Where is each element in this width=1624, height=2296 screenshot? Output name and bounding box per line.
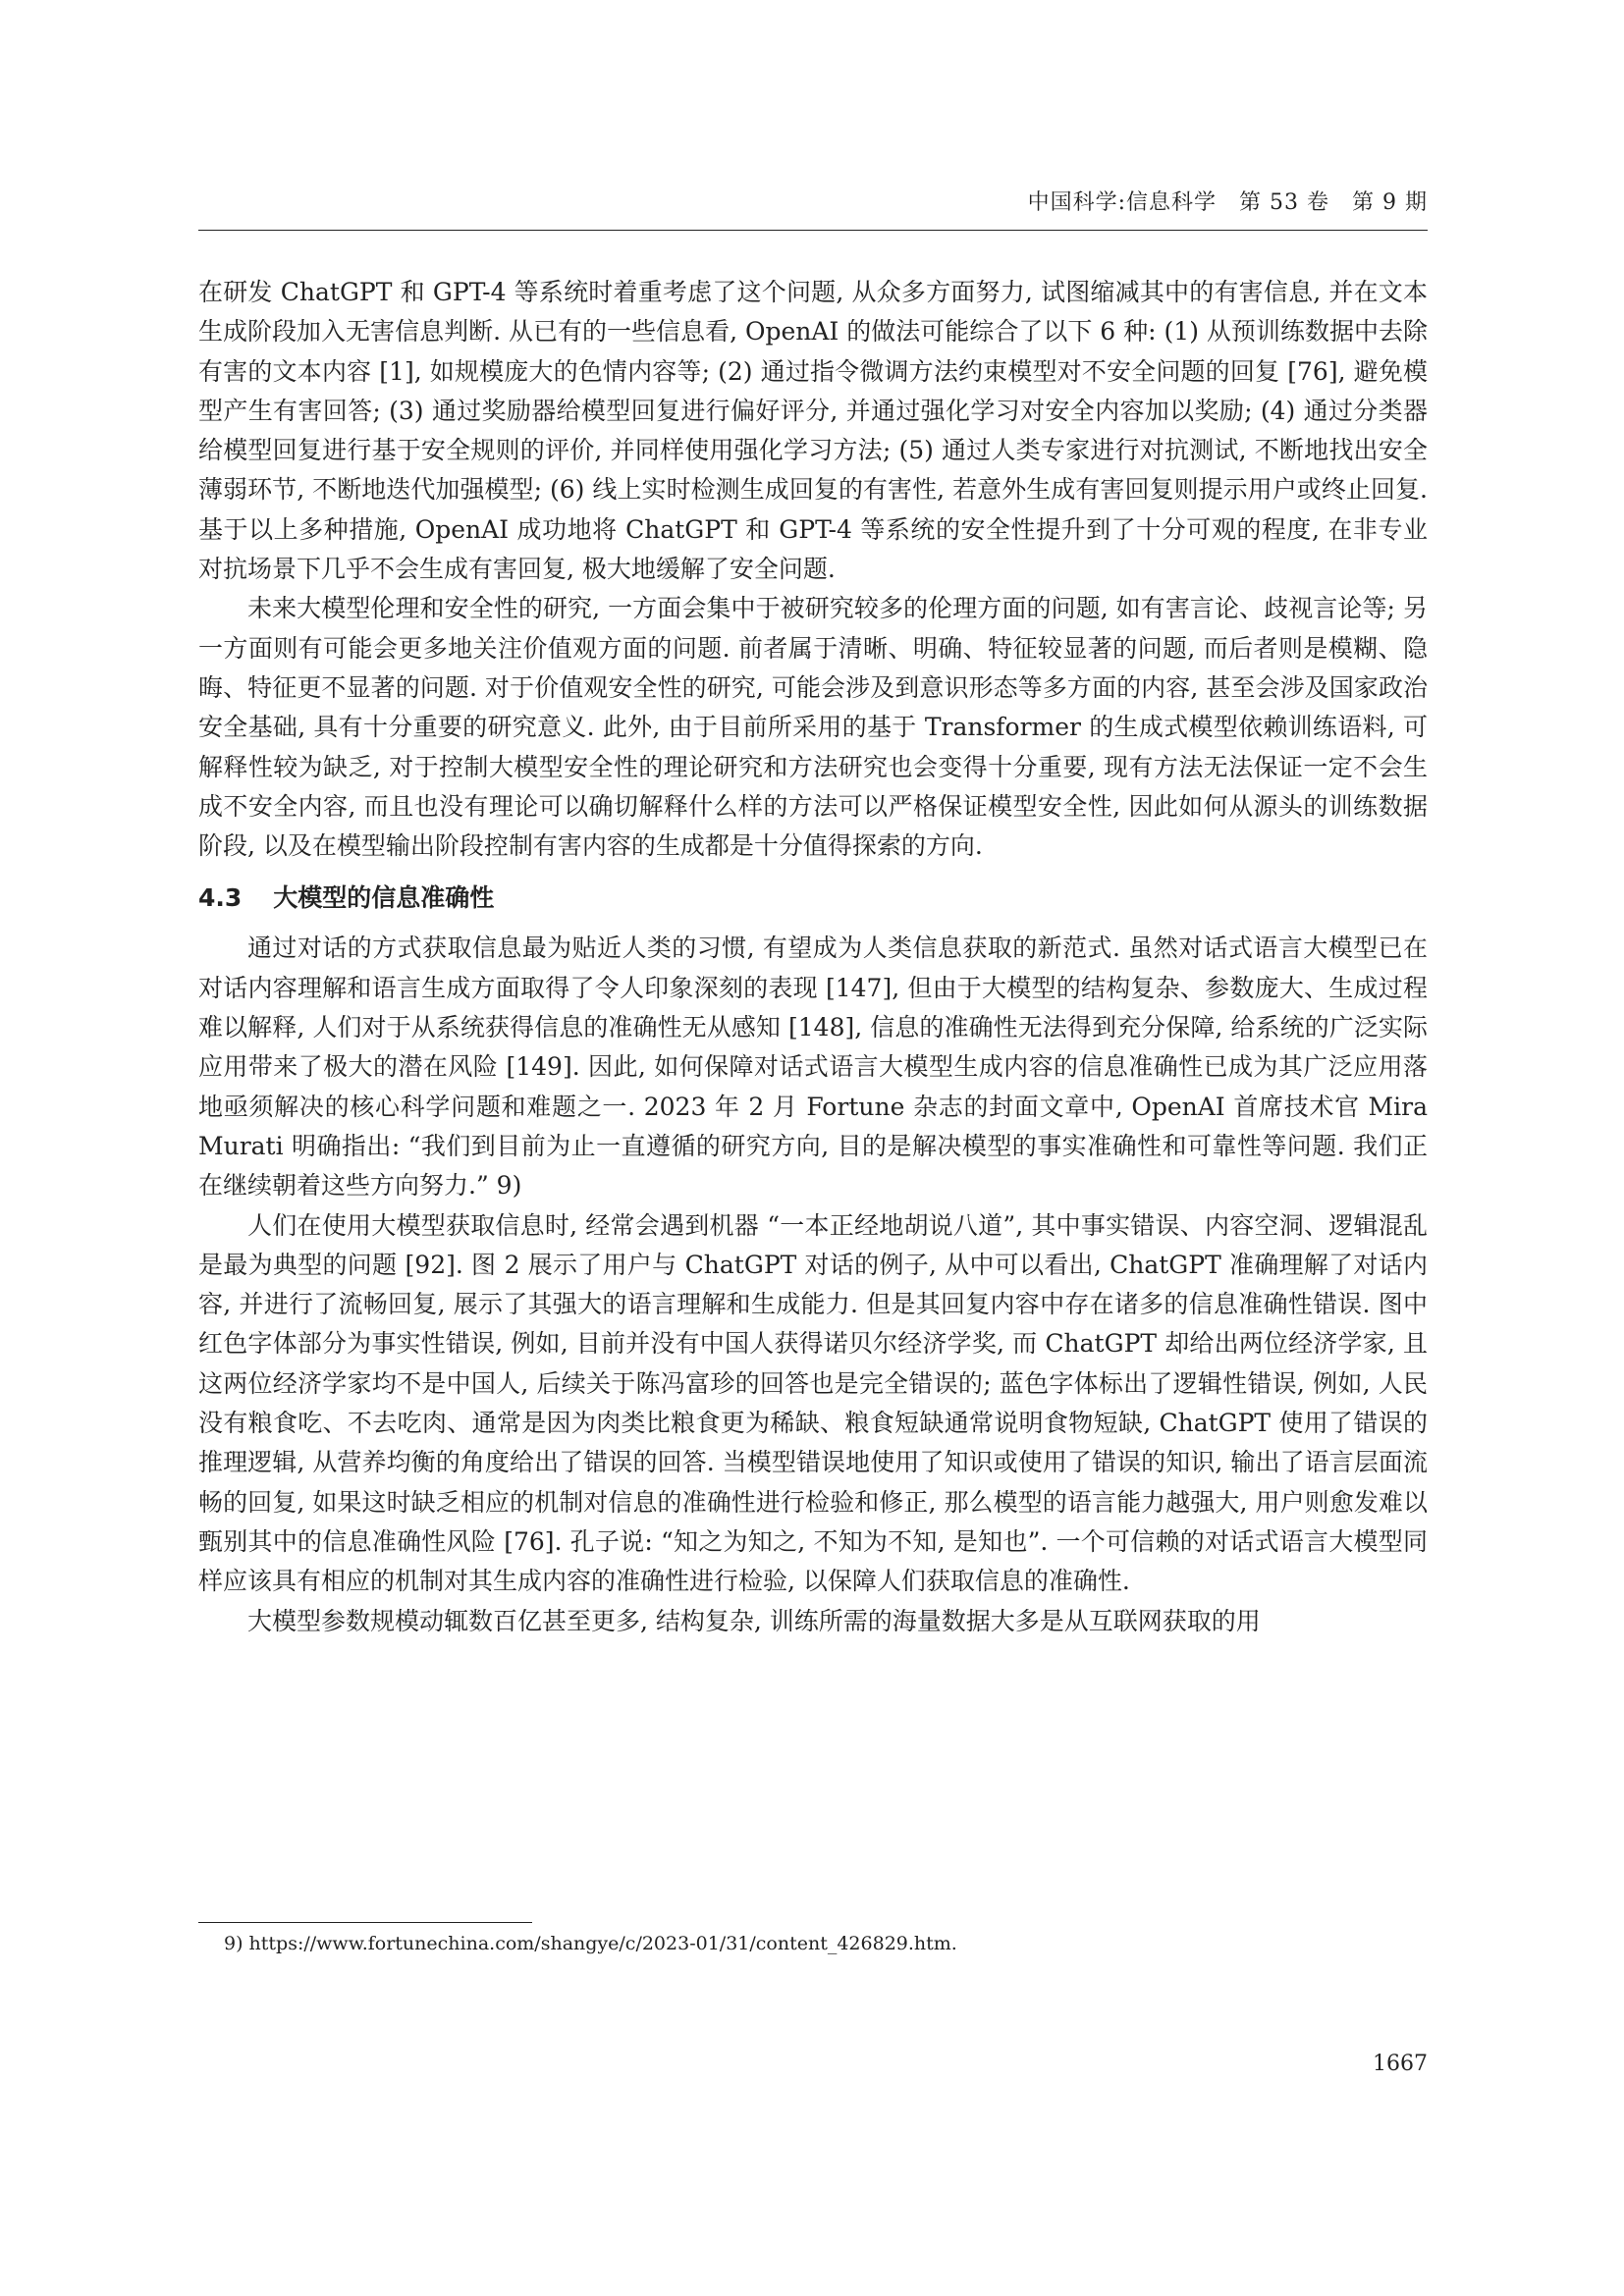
paragraph: 人们在使用大模型获取信息时, 经常会遇到机器 “一本正经地胡说八道”, 其中事实错误、内容空洞、逻辑混乱是最为典型的问题 [92]. 图 2 展示了用户与 ChatGPT 对话的例子, 从中可以看出, ChatGPT 准确理解了对话内容, 并进行了流畅回复, 展示了其强大的语言理解和生成能力. 但是其回复内容中存在诸多的信息准确性错误. 图中红色字体部分为事实性错误, 例如, 目前并没有中国人获得诺贝尔经济学奖, 而 ChatGPT 却给出两位经济学家, 且这两位经济学家均不是中国人, 后续关于陈冯富珍的回答也是完全错误的; 蓝色字体标出了逻辑性错误, 例如, 人民没有粮食吃、不去吃肉、通常是因为肉类比粮食更为稀缺、粮食短缺通常说明食物短缺, ChatGPT 使用了错误的推理逻辑, 从营养均衡的角度给出了错误的回答. 当模型错误地使用了知识或使用了错误的知识, 输出了语言层面流畅的回复, 如果这时缺乏相应的机制对信息的准确性进行检验和修正, 那么模型的语言能力越强大, 用户则愈发难以甄别其中的信息准确性风险 [76]. 孔子说: “知之为知之, 不知为不知, 是知也”. 一个可信赖的对话式语言大模型同样应该具有相应的机制对其生成内容的准确性进行检验, 以保障人们获取信息的准确性.	[198, 1210, 1428, 1596]
paragraph: 大模型参数规模动辄数百亿甚至更多, 结构复杂, 训练所需的海量数据大多是从互联网获取的用	[247, 1606, 1261, 1635]
section-number: 4.3	[198, 883, 243, 913]
paragraph-continued: 在研发 ChatGPT 和 GPT-4 等系统时着重考虑了这个问题, 从众多方面努力, 试图缩减其中的有害信息, 并在文本生成阶段加入无害信息判断. 从已有的一些信息看, OpenAI 的做法可能综合了以下 6 种: (1) 从预训练数据中去除有害的文本内容 [1], 如规模庞大的色情内容等; (2) 通过指令微调方法约束模型对不安全问题的回复 [76], 避免模型产生有害回答; (3) 通过奖励器给模型回复进行偏好评分, 并通过强化学习对安全内容加以奖励; (4) 通过分类器给模型回复进行基于安全规则的评价, 并同样使用强化学习方法; (5) 通过人类专家进行对抗测试, 不断地找出安全薄弱环节, 不断地迭代加强模型; (6) 线上实时检测生成回复的有害性, 若意外生成有害回复则提示用户或终止回复. 基于以上多种措施, OpenAI 成功地将 ChatGPT 和 GPT-4 等系统的安全性提升到了十分可观的程度, 在非专业对抗场景下几乎不会生成有害回复, 极大地缓解了安全问题.	[198, 278, 1428, 584]
footnote: 9) https://www.fortunechina.com/shangye/c/2023-01/31/content_426829.htm.	[224, 1933, 957, 1954]
running-header: 中国科学:信息科学 第 53 卷 第 9 期	[1027, 190, 1428, 215]
section-heading	[198, 879, 1428, 918]
header-rule	[198, 230, 1428, 231]
footnote-rule	[198, 1922, 532, 1923]
section-title: 大模型的信息准确性	[273, 883, 495, 913]
paragraph: 未来大模型伦理和安全性的研究, 一方面会集中于被研究较多的伦理方面的问题, 如有害言论、歧视言论等; 另一方面则有可能会更多地关注价值观方面的问题. 前者属于清晰、明确、特征较显著的问题, 而后者则是模糊、隐晦、特征更不显著的问题. 对于价值观安全性的研究, 可能会涉及到意识形态等多方面的内容, 甚至会涉及国家政治安全基础, 具有十分重要的研究意义. 此外, 由于目前所采用的基于 Transformer 的生成式模型依赖训练语料, 可解释性较为缺乏, 对于控制大模型安全性的理论研究和方法研究也会变得十分重要, 现有方法无法保证一定不会生成不安全内容, 而且也没有理论可以确切解释什么样的方法可以严格保证模型安全性, 因此如何从源头的训练数据阶段, 以及在模型输出阶段控制有害内容的生成都是十分值得探索的方向.	[198, 594, 1428, 861]
paragraph: 通过对话的方式获取信息最为贴近人类的习惯, 有望成为人类信息获取的新范式. 虽然对话式语言大模型已在对话内容理解和语言生成方面取得了令人印象深刻的表现 [147], 但由于大模型的结构复杂、参数庞大、生成过程难以解释, 人们对于从系统获得信息的准确性无从感知 [148], 信息的准确性无法得到充分保障, 给系统的广泛实际应用带来了极大的潜在风险 [149]. 因此, 如何保障对话式语言大模型生成内容的信息准确性已成为其广泛应用落地亟须解决的核心科学问题和难题之一. 2023 年 2 月 Fortune 杂志的封面文章中, OpenAI 首席技术官 Mira Murati 明确指出: “我们到目前为止一直遵循的研究方向, 目的是解决模型的事实准确性和可靠性等问题. 我们正在继续朝着这些方向努力.” 9)	[198, 934, 1428, 1201]
page-number: 1667	[1373, 2052, 1428, 2076]
body-text	[198, 273, 1428, 1641]
